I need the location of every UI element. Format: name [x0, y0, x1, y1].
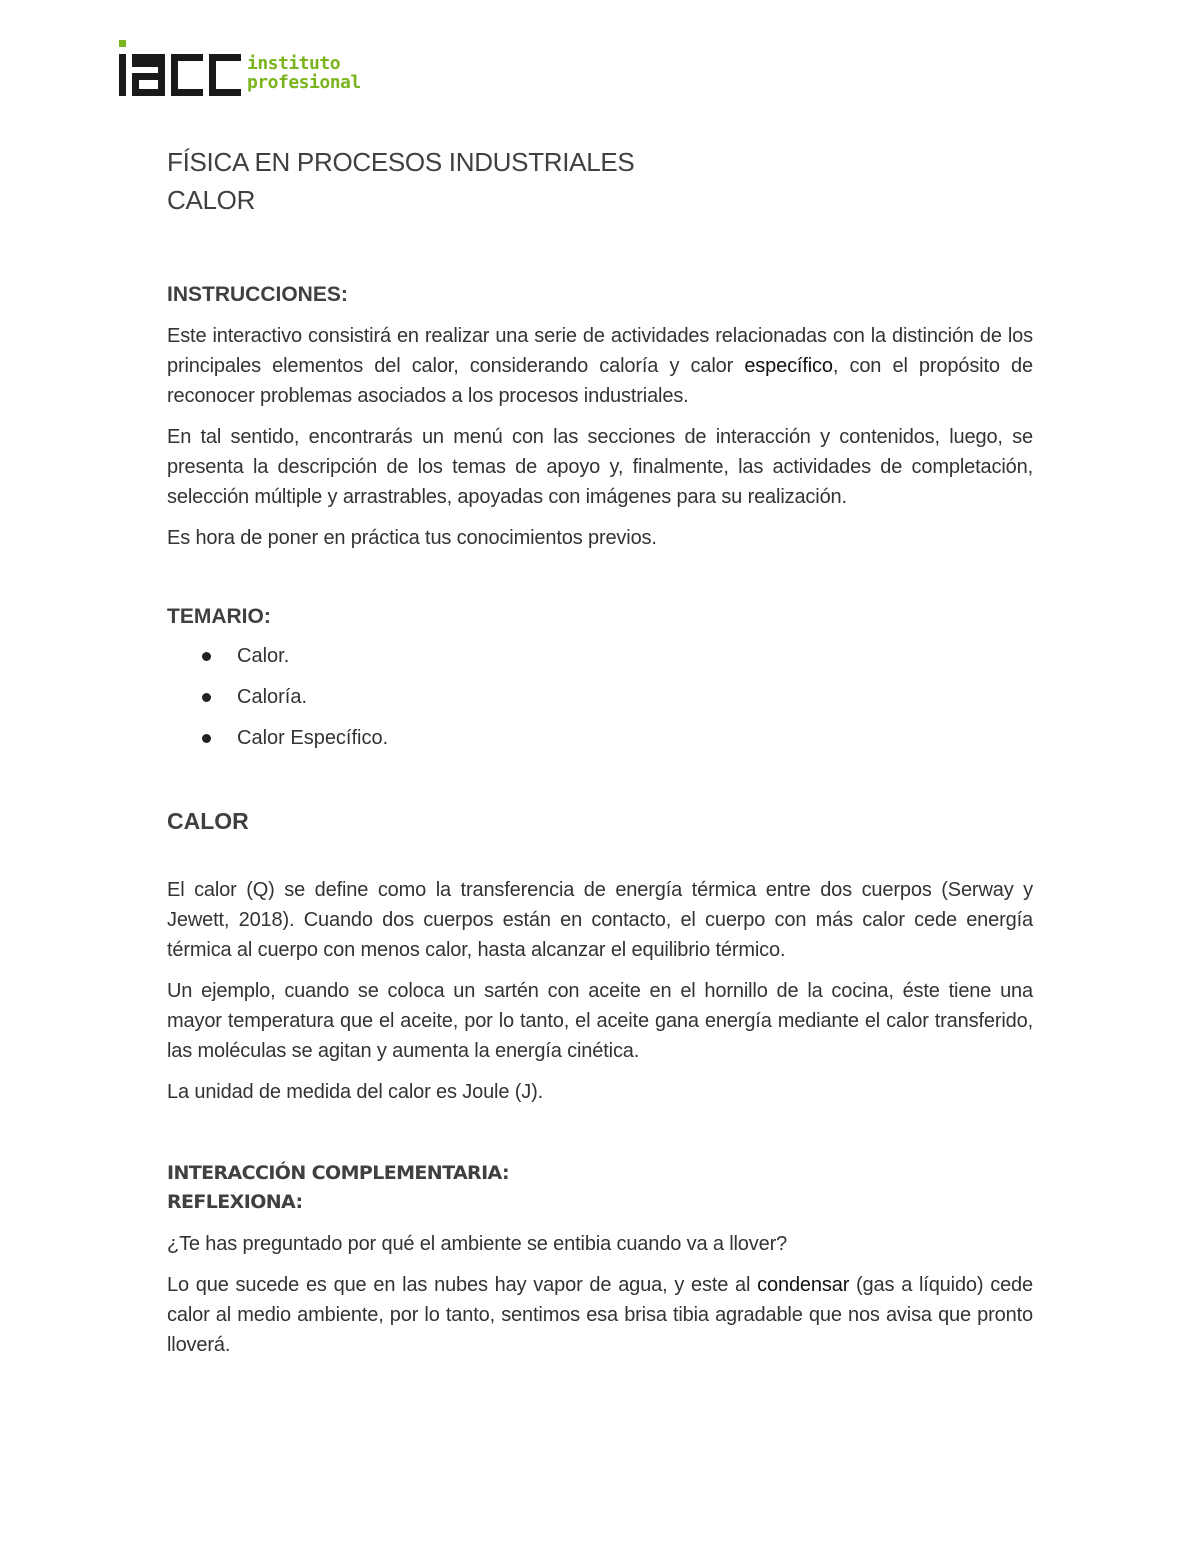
- list-item-label: Calor.: [237, 645, 290, 667]
- bullet-icon: [202, 693, 211, 702]
- calor-paragraph-3: La unidad de medida del calor es Joule (J).: [167, 1081, 544, 1103]
- bullet-icon: [202, 734, 211, 743]
- document-body: [167, 143, 1033, 1371]
- instrucciones-paragraph-2: En tal sentido, encontrarás un menú con las secciones de interacción y contenidos, luego, se presenta la descripción de los temas de apoyo y, finalmente, las actividades de completación, selección múltiple y arrastrables, apoyadas con imágenes para su realización.: [167, 426, 1033, 508]
- iacc-logo: [117, 40, 361, 100]
- bullet-icon: [202, 652, 211, 661]
- logo-tagline: [247, 54, 361, 92]
- calor-paragraph-1: El calor (Q) se define como la transferencia de energía térmica entre dos cuerpos (Serway y Jewett, 2018). Cuando dos cuerpos están en contacto, el cuerpo con más calor cede energía térmica al cuerpo con menos calor, hasta alcanzar el equilibrio térmico.: [167, 879, 1033, 961]
- reflexiona-answer-highlight: condensar: [757, 1274, 850, 1296]
- list-item-label: Calor Específico.: [237, 727, 389, 749]
- reflexiona-question: ¿Te has preguntado por qué el ambiente se entibia cuando va a llover?: [167, 1233, 788, 1255]
- instrucciones-paragraph-1: [167, 321, 1033, 411]
- document-title: [167, 143, 1033, 219]
- temario-list: [167, 641, 1033, 753]
- list-item: [167, 723, 1033, 753]
- list-item: [167, 682, 1033, 712]
- calor-paragraph-2: Un ejemplo, cuando se coloca un sartén con aceite en el hornillo de la cocina, éste tiene una mayor temperatura que el aceite, por lo tanto, el aceite gana energía mediante el calor transferido, las moléculas se agitan y aumenta la energía cinética.: [167, 980, 1033, 1062]
- reflexiona-answer-text-end: (gas a líquido) cede calor al medio ambiente, por lo tanto, sentimos esa brisa tibia agradable que nos avisa que pronto lloverá.: [167, 1274, 1033, 1356]
- instrucciones-p1-highlight: específico: [744, 355, 833, 377]
- instrucciones-paragraph-3: Es hora de poner en práctica tus conocimientos previos.: [167, 527, 657, 549]
- instrucciones-p1-text-end: , con el propósito de reconocer problemas asociados a los procesos industriales.: [167, 355, 1033, 407]
- list-item-label: Caloría.: [237, 686, 308, 708]
- temario-heading: TEMARIO:: [167, 605, 271, 628]
- iacc-wordmark: [117, 40, 243, 98]
- reflexiona-answer: [167, 1270, 1033, 1360]
- calor-heading: CALOR: [167, 808, 249, 834]
- title-line-course: FÍSICA EN PROCESOS INDUSTRIALES: [167, 147, 635, 177]
- instrucciones-p1-text: Este interactivo consistirá en realizar una serie de actividades relacionadas con la distinción de los principales elementos del calor, considerando caloría y calor: [167, 325, 1033, 377]
- title-line-topic: CALOR: [167, 185, 256, 215]
- logo-tagline-line2: profesional: [247, 72, 361, 93]
- instrucciones-heading: INSTRUCCIONES:: [167, 283, 348, 306]
- reflexiona-answer-text: Lo que sucede es que en las nubes hay vapor de agua, y este al: [167, 1274, 758, 1296]
- list-item: [167, 641, 1033, 671]
- reflexiona-heading: REFLEXIONA:: [167, 1191, 303, 1213]
- logo-tagline-line1: instituto: [247, 53, 341, 74]
- interaccion-heading: INTERACCIÓN COMPLEMENTARIA:: [167, 1162, 510, 1184]
